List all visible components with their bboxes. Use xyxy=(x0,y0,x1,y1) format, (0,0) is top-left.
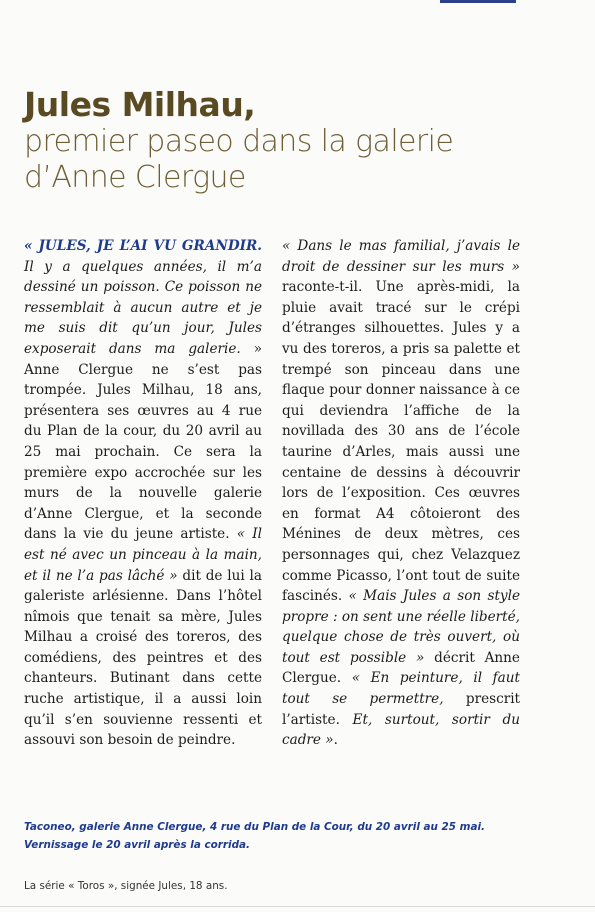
quote-poisson: Il y a quelques années, il m’a dessiné un poisson. Ce poisson ne ressemblait à aucun autre et je me suis dit qu’un jour, Jules exposerait dans ma galerie. xyxy=(24,258,262,357)
article-headline xyxy=(24,86,584,196)
quote-pinceau: « Il est né avec un pinceau à la main, et il ne l’a pas lâché » xyxy=(24,526,263,584)
caption-venue: Taconeo, galerie Anne Clergue, 4 rue du Plan de la Cour, du 20 avril au 25 mai. xyxy=(24,821,485,833)
headline-subtitle-line2: d’Anne Clergue xyxy=(24,160,246,195)
column-1 xyxy=(24,236,262,751)
paragraph-text: . xyxy=(333,732,338,749)
caption-vernissage: Vernissage le 20 avril après la corrida. xyxy=(24,839,250,851)
column-2 xyxy=(282,236,520,751)
article-body xyxy=(24,236,520,751)
event-caption xyxy=(24,818,544,854)
headline-subtitle-line1: premier paseo dans la galerie xyxy=(24,124,454,159)
paragraph-text: décrit Anne Clergue. xyxy=(282,649,520,687)
headline-name: Jules Milhau, xyxy=(24,85,256,124)
paragraph-text: prescrit l’artiste. xyxy=(282,691,521,728)
paragraph-text: dit de lui la galeriste arlésienne. Dans l’hôtel nîmois que tenait sa mère, Jules Milhau a croisé des toreros, des comédiens, des peintres et des chanteurs. Butinant dans cette ruche artistique, il a aussi loin qu’il s’en souvienne ressenti et assouvi son besoin de peindre. xyxy=(24,567,262,749)
quote-mas-familial: « Dans le mas familial, j’avais le droit de dessiner sur les murs » xyxy=(282,238,520,275)
quote-peinture: « En peinture, il faut tout se permettre, xyxy=(282,670,520,708)
paragraph-text: raconte-t-il. Une après-midi, la pluie avait tracé sur le crépi d’étranges silhouettes. Jules y a vu des toreros, a pris sa palette et trempé son pinceau dans une flaque pour donner naissance à ce qui deviendra l’affiche de la novillada des 30 ans de l’école taurine d’Arles, mais aussi une centaine de dessins à découvrir lors de l’exposition. Ces œuvres en format A4 côtoieront des Ménines de deux mètres, ces personnages qui, chez Velazquez comme Picasso, l’ont tout de suite fascinés. xyxy=(282,279,520,605)
quote-style-propre: « Mais Jules a son style propre : on sent une réelle liberté, quelque chose de très ouvert, où tout est possible » xyxy=(282,588,520,666)
top-accent-bar xyxy=(440,0,516,3)
lead-in: « JULES, JE L’AI VU GRANDIR. xyxy=(24,238,262,254)
quote-cadre: Et, surtout, sortir du cadre » xyxy=(282,711,520,749)
paragraph-text: » Anne Clergue ne s’est pas trompée. Jules Milhau, 18 ans, présentera ses œuvres au 4 rue du Plan de la cour, du 20 avril au 25 mai prochain. Ce sera la première expo accrochée sur les murs de la nouvelle galerie d’Anne Clergue, et la seconde dans la vie du jeune artiste. xyxy=(24,340,263,543)
image-credit: La série « Toros », signée Jules, 18 ans. xyxy=(24,880,228,892)
page-bottom-rule xyxy=(0,906,595,907)
